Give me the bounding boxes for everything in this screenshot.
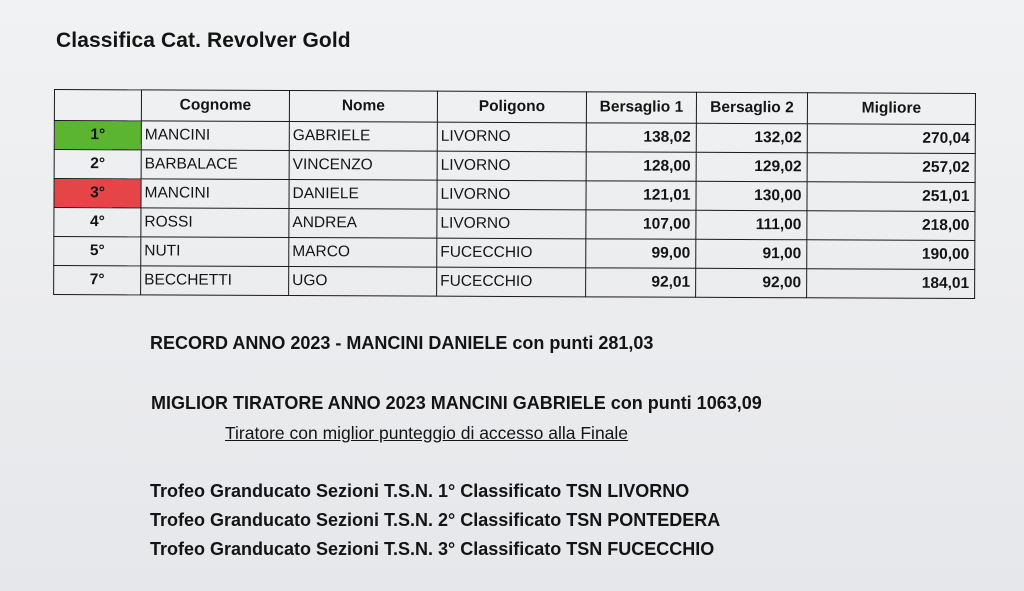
table-row — [54, 208, 975, 241]
page-title: Classifica Cat. Revolver Gold — [56, 29, 351, 52]
poligono-cell: FUCECCHIO — [437, 238, 586, 268]
cognome-cell: BARBALACE — [141, 150, 289, 180]
bersaglio-1-cell: 121,01 — [586, 181, 696, 210]
rank-cell: 1° — [54, 121, 141, 150]
poligono-cell: LIVORNO — [437, 209, 586, 239]
bersaglio-1-cell: 107,00 — [586, 210, 696, 239]
poligono-cell: LIVORNO — [437, 151, 586, 181]
bersaglio-2-cell: 129,02 — [696, 152, 807, 181]
bersaglio-2-cell: 130,00 — [696, 181, 807, 210]
nome-cell: MARCO — [289, 238, 437, 268]
cognome-cell: ROSSI — [141, 208, 289, 238]
trophy-line: Trofeo Granducato Sezioni T.S.N. 1° Classificato TSN LIVORNO — [150, 481, 690, 501]
poligono-cell: LIVORNO — [437, 180, 586, 210]
bersaglio-1-cell: 92,01 — [586, 268, 696, 297]
header-cognome: Cognome — [141, 90, 289, 122]
header-bersaglio-2: Bersaglio 2 — [696, 92, 807, 123]
trophy-line: Trofeo Granducato Sezioni T.S.N. 2° Classificato TSN PONTEDERA — [150, 510, 721, 530]
cognome-cell: MANCINI — [141, 179, 289, 209]
migliore-cell: 184,01 — [807, 269, 975, 299]
cognome-cell: MANCINI — [141, 121, 289, 151]
bersaglio-1-cell: 128,00 — [586, 152, 696, 181]
rank-cell: 2° — [54, 150, 141, 179]
header-rank — [54, 90, 141, 121]
poligono-cell: FUCECCHIO — [437, 267, 586, 297]
poligono-cell: LIVORNO — [437, 122, 586, 152]
nome-cell: UGO — [289, 267, 437, 297]
table-row — [54, 121, 975, 154]
migliore-cell: 257,02 — [807, 153, 975, 183]
results-table — [53, 89, 976, 299]
nome-cell: GABRIELE — [289, 122, 437, 152]
cognome-cell: BECCHETTI — [141, 266, 289, 296]
table-row — [54, 150, 975, 183]
bersaglio-2-cell: 92,00 — [696, 268, 807, 297]
table-row — [54, 266, 975, 299]
header-poligono: Poligono — [437, 91, 586, 123]
best-shooter-subnote: Tiratore con miglior punteggio di accesso alla Finale — [225, 423, 629, 443]
trophy-line: Trofeo Granducato Sezioni T.S.N. 3° Classificato TSN FUCECCHIO — [150, 539, 715, 559]
rank-cell: 4° — [54, 208, 141, 237]
migliore-cell: 218,00 — [807, 211, 975, 241]
table-row — [54, 237, 975, 270]
record-note: RECORD ANNO 2023 - MANCINI DANIELE con punti 281,03 — [150, 333, 654, 353]
rank-cell: 5° — [54, 237, 141, 266]
table-row — [54, 179, 975, 212]
cognome-cell: NUTI — [141, 237, 289, 267]
header-nome: Nome — [289, 91, 437, 123]
best-shooter-note: MIGLIOR TIRATORE ANNO 2023 MANCINI GABRIELE con punti 1063,09 — [151, 393, 762, 413]
header-migliore: Migliore — [807, 93, 975, 125]
migliore-cell: 270,04 — [807, 124, 975, 154]
migliore-cell: 251,01 — [807, 182, 975, 212]
bersaglio-2-cell: 132,02 — [696, 123, 807, 152]
nome-cell: DANIELE — [289, 180, 437, 210]
table-header-row — [54, 90, 975, 125]
migliore-cell: 190,00 — [807, 240, 975, 270]
bersaglio-2-cell: 91,00 — [696, 239, 807, 268]
nome-cell: ANDREA — [289, 209, 437, 239]
bersaglio-1-cell: 99,00 — [586, 239, 696, 268]
header-bersaglio-1: Bersaglio 1 — [586, 92, 696, 123]
bersaglio-2-cell: 111,00 — [696, 210, 807, 239]
bersaglio-1-cell: 138,02 — [586, 123, 696, 152]
nome-cell: VINCENZO — [289, 151, 437, 181]
rank-cell: 3° — [54, 179, 141, 208]
rank-cell: 7° — [54, 266, 141, 295]
